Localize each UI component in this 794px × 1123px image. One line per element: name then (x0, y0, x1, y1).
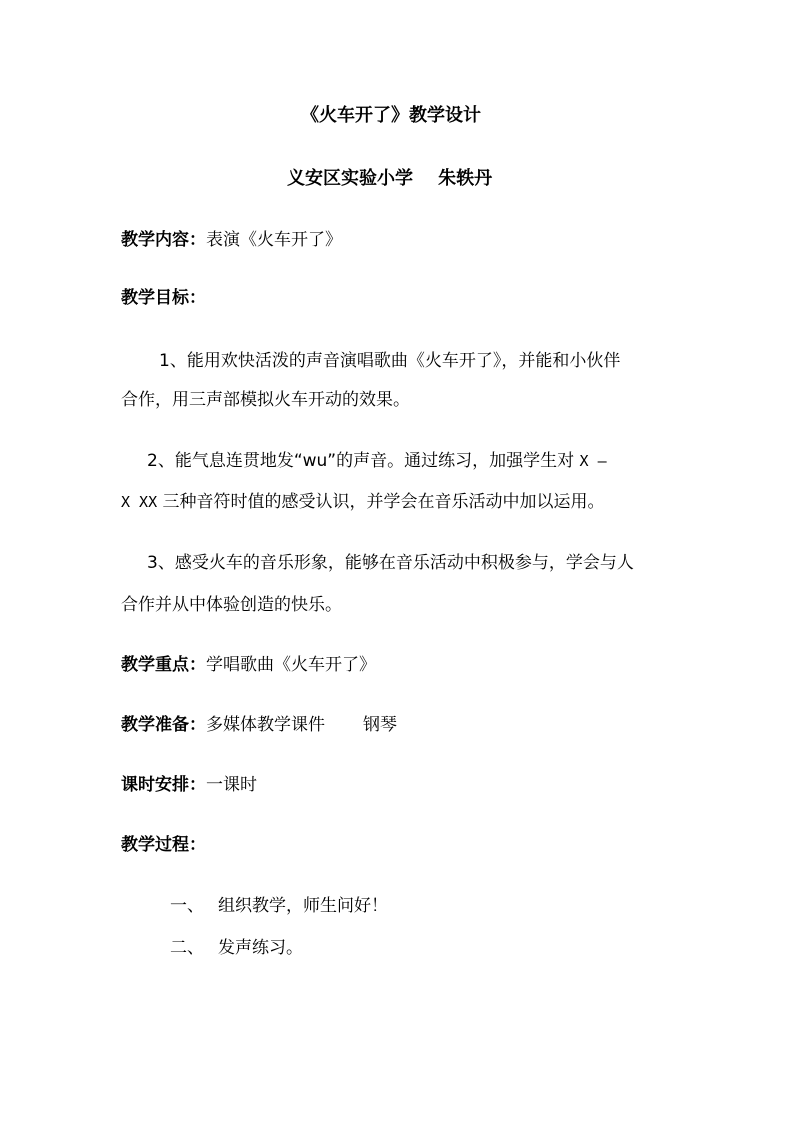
goal-2-rhythm-b: X XX (121, 493, 158, 511)
process-step-1 (170, 895, 388, 917)
process-label: 教学过程： (121, 835, 206, 855)
goal-2-line-1 (147, 450, 607, 472)
schedule-row (121, 774, 257, 796)
schedule-label: 课时安排： (121, 775, 206, 795)
goal-2-line-2 (121, 491, 605, 513)
key-point-value: 学唱歌曲《火车开了》 (206, 655, 376, 675)
content-row (121, 229, 342, 251)
process-step-2 (170, 937, 303, 959)
step-text: 发声练习。 (218, 938, 303, 958)
preparation-label: 教学准备： (121, 715, 206, 735)
key-point-label: 教学重点： (121, 655, 206, 675)
goal-1-line-2: 合作，用三声部模拟火车开动的效果。 (121, 390, 410, 410)
key-point-row (121, 654, 376, 676)
preparation-row (121, 714, 397, 736)
author-line: 义安区实验小学 朱轶丹 (287, 168, 493, 189)
goal-2-text: 2、能气息连贯地发“wu”的声音。通过练习，加强学生对 (147, 451, 575, 471)
step-number: 一、 (170, 896, 204, 916)
content-label: 教学内容： (121, 230, 206, 250)
goals-label: 教学目标： (121, 288, 206, 308)
goal-2-rhythm-a: X — (579, 452, 607, 470)
step-text: 组织教学，师生问好！ (218, 896, 388, 916)
goal-3-line-2: 合作并从中体验创造的快乐。 (121, 595, 342, 615)
schedule-value: 一课时 (206, 775, 257, 795)
goal-1-line-1: 1、能用欢快活泼的声音演唱歌曲《火车开了》，并能和小伙伴 (159, 351, 621, 371)
content-value: 表演《火车开了》 (206, 230, 342, 250)
preparation-value-2: 钢琴 (363, 715, 397, 735)
step-number: 二、 (170, 938, 204, 958)
goal-2-text-2: 三种音符时值的感受认识，并学会在音乐活动中加以运用。 (162, 492, 605, 512)
document-title: 《火车开了》教学设计 (301, 105, 481, 126)
goal-3-line-1: 3、感受火车的音乐形象，能够在音乐活动中积极参与，学会与人 (147, 553, 634, 573)
preparation-value-1: 多媒体教学课件 (206, 715, 325, 735)
